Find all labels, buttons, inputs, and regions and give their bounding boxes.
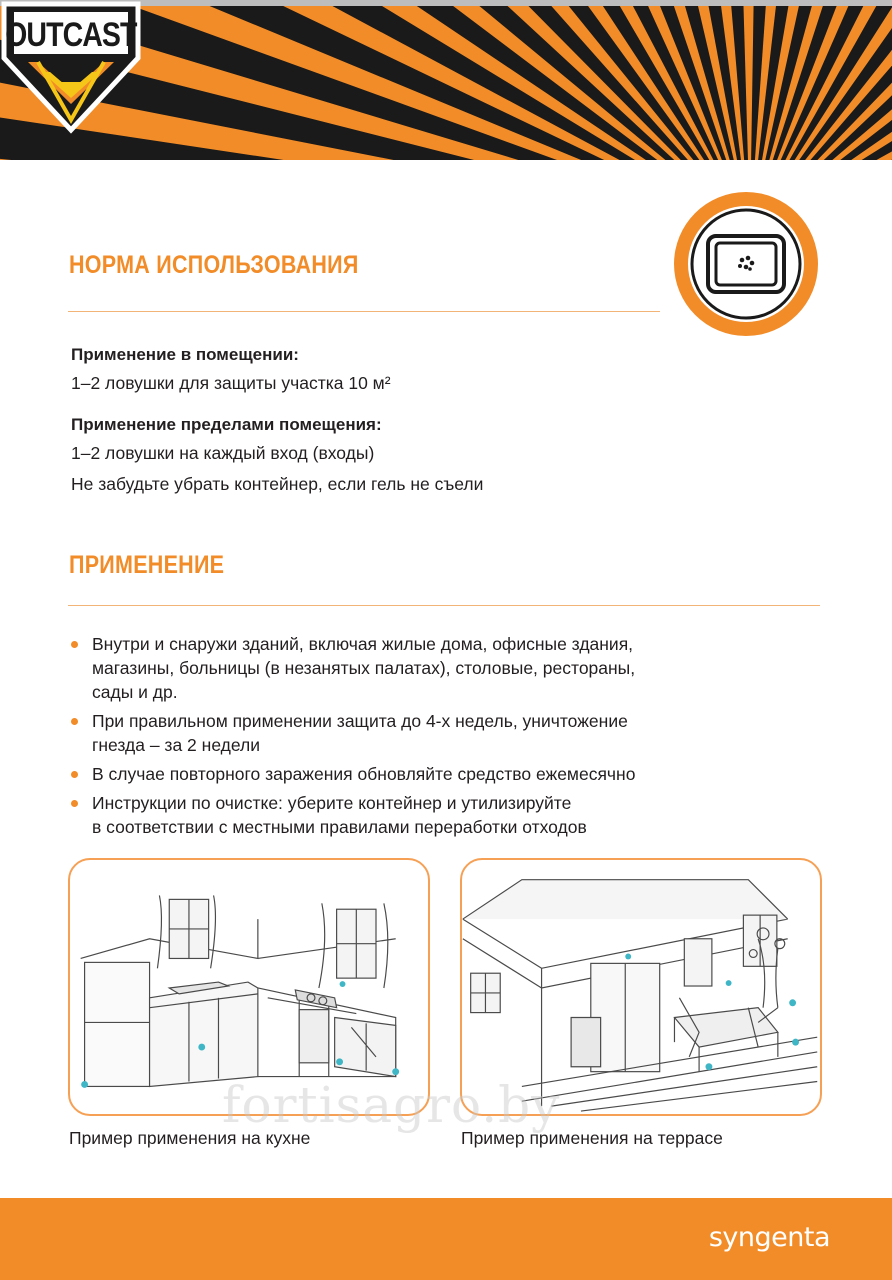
bullet-icon <box>71 718 78 725</box>
watermark: fortisagro.by <box>222 1076 561 1134</box>
header-banner <box>0 0 892 160</box>
terrace-illustration <box>460 858 822 1116</box>
kitchen-illustration <box>68 858 430 1116</box>
bait-trap-icon <box>670 188 822 340</box>
outdoor-label: Применение пределами помещения: <box>71 415 382 434</box>
footer-bar <box>0 1198 892 1280</box>
kitchen-drawing <box>70 860 428 1114</box>
syngenta-logo: syngenta <box>708 1222 830 1253</box>
indoor-text: 1–2 ловушки для защиты участка 10 м² <box>71 373 391 393</box>
outdoor-text: 1–2 ловушки на каждый вход (входы) <box>71 443 375 463</box>
bullet-icon <box>71 641 78 648</box>
application-divider <box>68 605 820 606</box>
list-item: Внутри и снаружи зданий, включая жилые дома, офисные здания, магазины, больницы (в незанятых палатах), столовые, рестораны, сады и др. <box>70 632 790 704</box>
logo-text: OUTCAST <box>5 15 137 54</box>
kitchen-caption: Пример применения на кухне <box>69 1128 311 1148</box>
terrace-caption: Пример применения на террасе <box>461 1128 723 1148</box>
list-item: Инструкции по очистке: уберите контейнер и утилизируйте в соответствии с местными правилами переработки отходов <box>70 791 790 839</box>
bullet-icon <box>71 800 78 807</box>
list-item: В случае повторного заражения обновляйте средство ежемесячно <box>70 762 790 786</box>
reminder-text: Не забудьте убрать контейнер, если гель не съели <box>71 474 484 494</box>
indoor-label: Применение в помещении: <box>71 345 299 364</box>
list-item: При правильном применении защита до 4-х недель, уничтожение гнезда – за 2 недели <box>70 709 790 757</box>
terrace-drawing <box>462 860 820 1114</box>
bullet-icon <box>71 771 78 778</box>
usage-rate-divider <box>68 311 660 312</box>
usage-rate-title: НОРМА ИСПОЛЬЗОВАНИЯ <box>69 251 359 279</box>
application-title: ПРИМЕНЕНИЕ <box>69 551 225 579</box>
application-bullet-list <box>70 632 790 844</box>
outcast-logo <box>0 0 142 134</box>
